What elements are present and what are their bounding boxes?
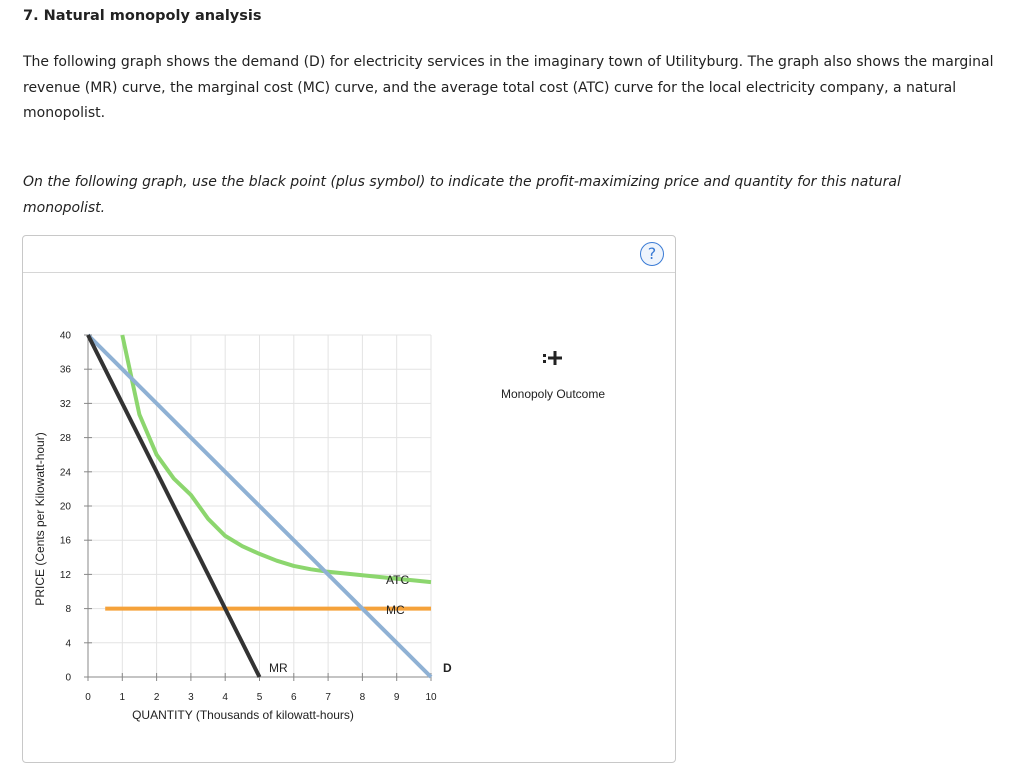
y-axis-label: PRICE (Cents per Kilowatt-hour) [33,432,47,606]
y-tick-label: 24 [59,467,71,479]
question-circle-icon: ? [647,244,657,263]
mc-curve-label: MC [386,603,405,617]
x-tick-label: 3 [188,692,194,703]
y-tick-label: 20 [59,501,71,513]
x-tick-label: 0 [85,692,91,703]
question-instruction: On the following graph, use the black point (plus symbol) to indicate the profit-maximizing price and quantity for this natural monopolist. [23,174,901,216]
demand-curve-label: D [443,661,452,675]
x-tick-label: 6 [291,692,297,703]
y-axis-ticks [60,331,92,684]
atc-curve-label: ATC [386,573,410,587]
x-tick-label: 7 [325,692,331,703]
x-tick-label: 5 [256,692,263,703]
black-plus-point-icon[interactable] [543,351,562,365]
atc-curve [122,335,431,582]
x-tick-label: 2 [153,692,160,703]
x-tick-label: 10 [425,692,437,703]
question-heading: 7. Natural monopoly analysis [23,8,262,24]
x-tick-label: 1 [119,692,126,703]
y-tick-label: 36 [59,364,71,376]
x-tick-label: 4 [222,692,228,703]
monopoly-outcome-label: Monopoly Outcome [500,387,606,401]
y-tick-label: 8 [65,604,71,616]
graph-canvas[interactable] [23,236,675,762]
y-tick-label: 0 [65,672,71,684]
x-axis-label: QUANTITY (Thousands of kilowatt-hours) [132,708,354,722]
question-description: The following graph shows the demand (D) for electricity services in the imaginary town of Utilityburg. The graph also shows the marginal revenue (MR) curve, the marginal cost (MC) curve, and the average total cost (ATC) curve for the local electricity company, a natural monopolist. [23,54,994,121]
y-tick-label: 32 [59,398,71,410]
y-tick-label: 12 [59,569,71,581]
x-tick-label: 8 [359,692,366,703]
y-tick-label: 40 [59,330,71,342]
x-tick-label: 9 [393,692,400,703]
graph-panel [22,235,676,763]
y-tick-label: 4 [65,638,71,650]
mr-curve-label: MR [269,661,288,675]
monopoly-outcome-tool[interactable] [543,351,562,365]
y-tick-label: 16 [59,535,71,547]
y-tick-label: 28 [59,433,71,445]
